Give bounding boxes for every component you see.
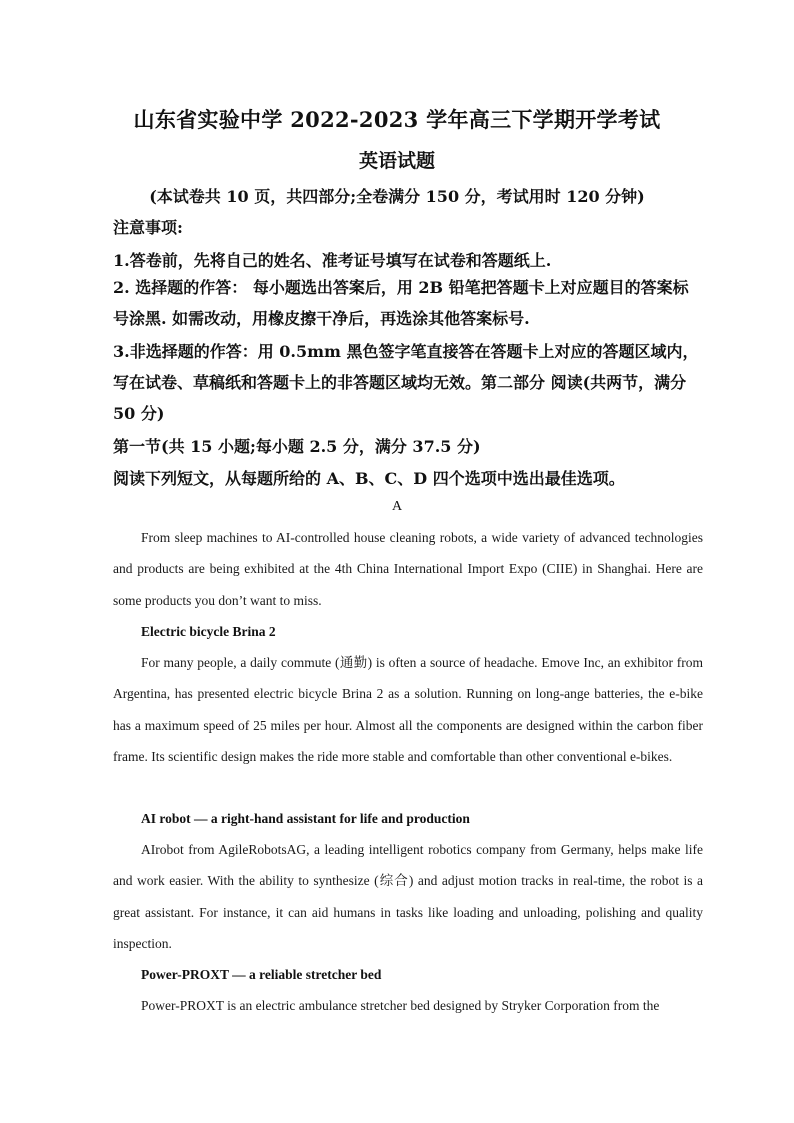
- paragraph-ebike-text: For many people, a daily commute (通勤) is often a source of headache. Emove Inc, an exhibitor from Argentina, has presented electric bicycle Brina 2 as a solution. Running on long-ange batteries, the e-bike has a maximum speed of 25 miles per hour. Almost all the components are designed within the carbon fiber frame. Its scientific design makes the ride more stable and comfortable than other conventional e-bikes.: [113, 655, 703, 764]
- passage-intro-text: From sleep machines to AI-controlled house cleaning robots, a wide variety of advanced technologies and products are being exhibited at the 4th China International Import Expo (CIIE) in Shanghai. Here are some products you don’t want to miss.: [113, 530, 703, 608]
- subheading-ai-robot: AI robot — a right-hand assistant for life and production: [141, 811, 470, 826]
- paragraph-ai-robot: [113, 834, 703, 959]
- notes-heading: 注意事项:: [113, 218, 183, 237]
- subheading-stretcher: Power-PROXT — a reliable stretcher bed: [141, 967, 382, 982]
- note-item-2: 2. 选择题的作答： 每小题选出答案后，用 2B 铅笔把答题卡上对应题目的答案标号涂黑. 如需改动，用橡皮擦干净后，再选涂其他答案标号.: [113, 278, 689, 328]
- paragraph-ebike: [113, 647, 703, 772]
- note-item-3: 3.非选择题的作答：用 0.5mm 黑色签字笔直接答在答题卡上对应的答题区域内，写在试卷、草稿纸和答题卡上的非答题区域均无效。第二部分 阅读(共两节，满分 50 分): [113, 342, 699, 423]
- paragraph-ai-robot-text: AIrobot from AgileRobotsAG, a leading intelligent robotics company from Germany, helps make life and work easier. With the ability to synthesize (综合) and adjust motion tracks in real-time, the robot is a great assistant. For instance, it can aid humans in tasks like loading and unloading, polishing and quality inspection.: [113, 842, 703, 951]
- exam-title: 山东省实验中学 2022-2023 学年高三下学期开学考试: [133, 107, 661, 132]
- subheading-ebike: Electric bicycle Brina 2: [141, 624, 276, 639]
- section-heading: 第一节(共 15 小题;每小题 2.5 分，满分 37.5 分): [113, 437, 481, 456]
- passage-letter: A: [391, 499, 403, 514]
- section-instruction: 阅读下列短文，从每题所给的 A、B、C、D 四个选项中选出最佳选项。: [113, 469, 625, 488]
- exam-info: (本试卷共 10 页，共四部分;全卷满分 150 分，考试用时 120 分钟): [149, 187, 645, 206]
- note-item-1: 1.答卷前，先将自己的姓名、准考证号填写在试卷和答题纸上.: [113, 251, 552, 270]
- subject-title: 英语试题: [358, 150, 435, 172]
- passage-intro: [113, 522, 703, 616]
- paragraph-stretcher-text: Power-PROXT is an electric ambulance stretcher bed designed by Stryker Corporation from the: [141, 998, 660, 1013]
- paragraph-stretcher: [113, 990, 703, 1021]
